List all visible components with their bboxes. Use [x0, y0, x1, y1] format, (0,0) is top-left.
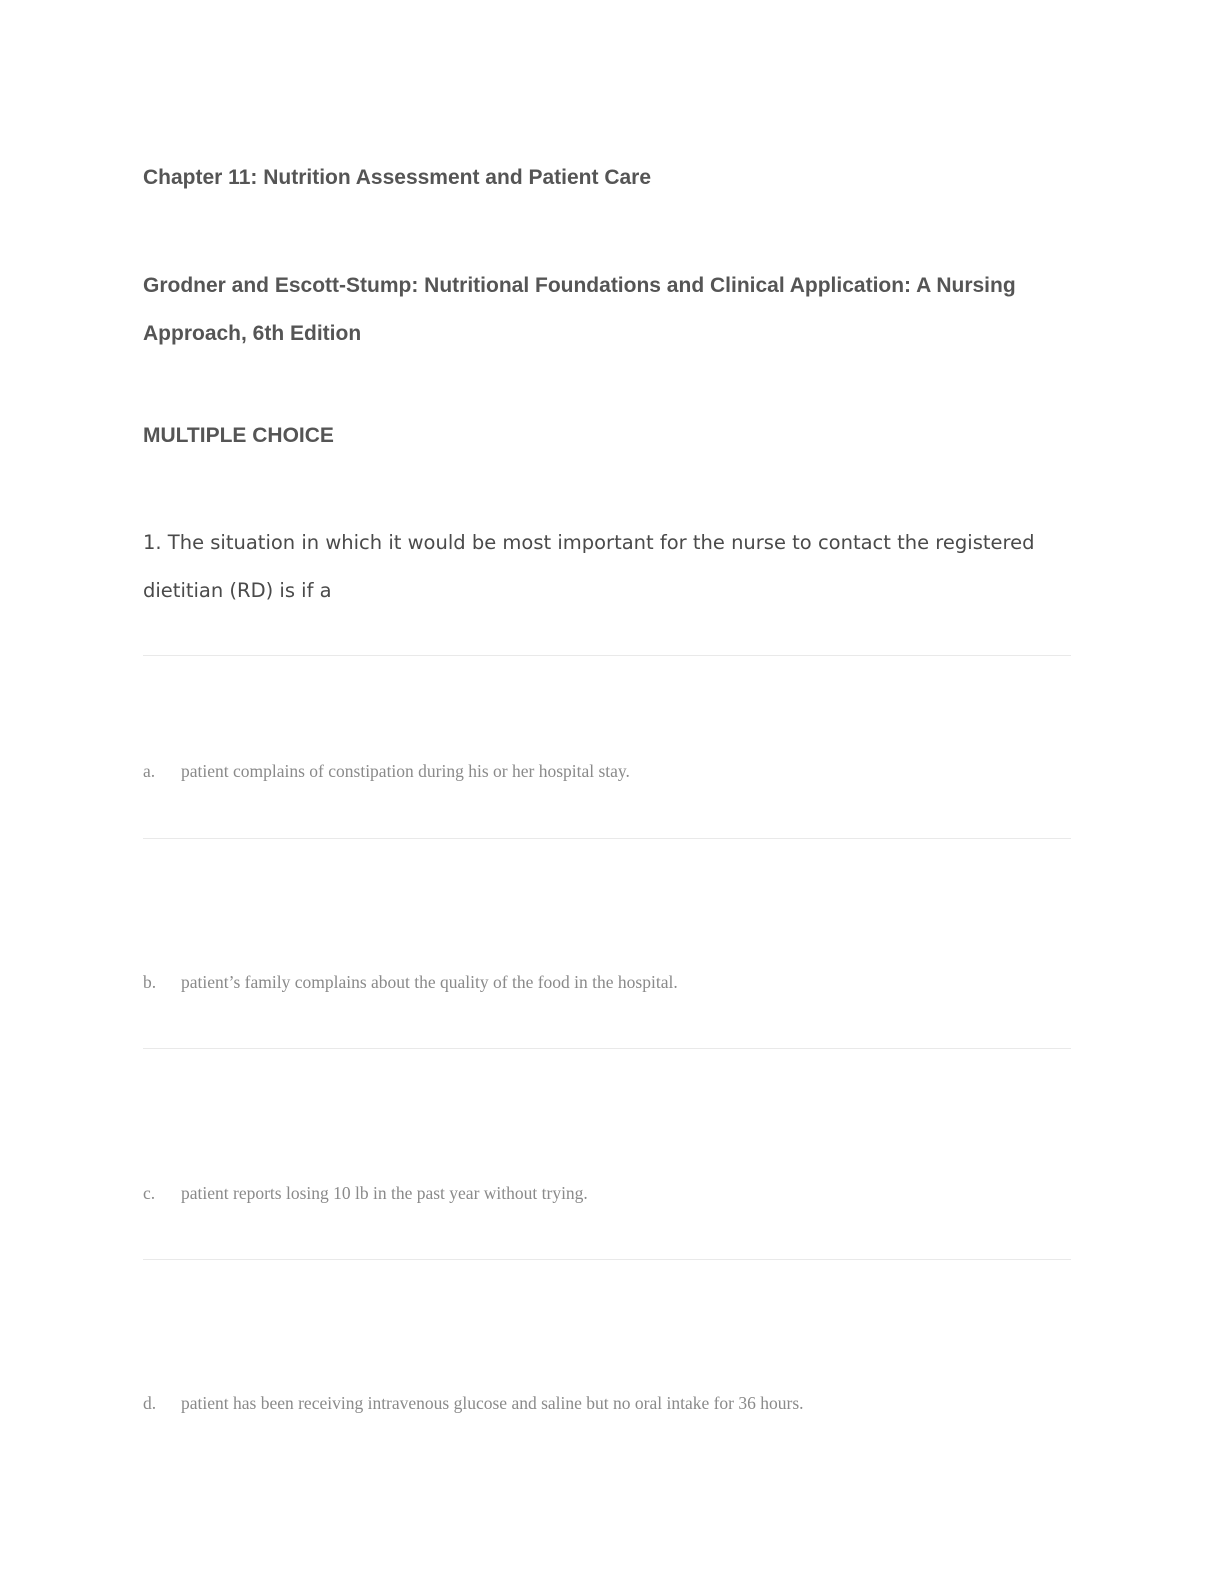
divider: [143, 655, 1071, 656]
book-title: Grodner and Escott-Stump: Nutritional Foundations and Clinical Application: A Nursing Approach, 6th Edition: [143, 274, 1016, 345]
option-text: patient has been receiving intravenous glucose and saline but no oral intake for 36 hours.: [181, 1393, 804, 1413]
answer-option-b: [143, 970, 1083, 994]
answer-option-c: [143, 1181, 1083, 1205]
option-letter: b.: [143, 972, 157, 992]
divider: [143, 1259, 1071, 1260]
option-text: patient’s family complains about the quality of the food in the hospital.: [181, 972, 678, 992]
option-letter: c.: [143, 1183, 156, 1203]
section-title: MULTIPLE CHOICE: [143, 424, 334, 447]
answer-option-a: [143, 759, 1083, 783]
option-letter: d.: [143, 1393, 157, 1413]
question-text: 1. The situation in which it would be most important for the nurse to contact the registered dietitian (RD) is if a: [143, 531, 1035, 602]
option-letter: a.: [143, 761, 156, 781]
answer-option-d: [143, 1391, 1083, 1415]
divider: [143, 1048, 1071, 1049]
option-text: patient reports losing 10 lb in the past year without trying.: [181, 1183, 588, 1203]
chapter-title: Chapter 11: Nutrition Assessment and Patient Care: [143, 166, 652, 189]
option-text: patient complains of constipation during his or her hospital stay.: [181, 761, 630, 781]
divider: [143, 838, 1071, 839]
